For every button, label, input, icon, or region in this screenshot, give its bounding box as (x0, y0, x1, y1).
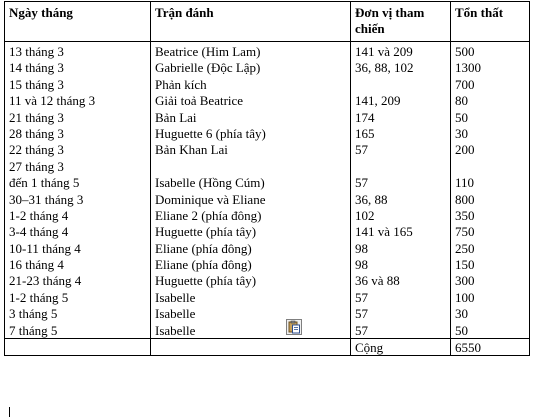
cell-losses (451, 158, 530, 174)
table-row (5, 42, 530, 60)
table-row (5, 59, 530, 75)
cell-battle: Beatrice (Him Lam) (151, 42, 351, 60)
cell-losses: 30 (451, 125, 530, 141)
cell-losses: 700 (451, 76, 530, 92)
cell-units: 141 và 209 (351, 42, 451, 60)
cell-battle: Isabelle (151, 289, 351, 305)
cell-losses: 750 (451, 223, 530, 239)
table-row (5, 322, 530, 339)
cell-losses: 200 (451, 141, 530, 157)
cell-date: 28 tháng 3 (5, 125, 151, 141)
cell-units (351, 158, 451, 174)
cell-battle: Dominique và Eliane (151, 191, 351, 207)
cell-battle: Bản Lai (151, 109, 351, 125)
cell-date: 10-11 tháng 4 (5, 240, 151, 256)
cell-date: 7 tháng 5 (5, 322, 151, 339)
cell-battle: Gabrielle (Độc Lập) (151, 59, 351, 75)
table-row (5, 191, 530, 207)
table-row (5, 305, 530, 321)
cell-battle: Isabelle (Hồng Cúm) (151, 174, 351, 190)
header-row (5, 2, 530, 42)
table-row (5, 289, 530, 305)
cell-date: 11 và 12 tháng 3 (5, 92, 151, 108)
cell-date: 14 tháng 3 (5, 59, 151, 75)
cell-battle: Huguette (phía tây) (151, 272, 351, 288)
cell-losses: 250 (451, 240, 530, 256)
cell-battle: Phản kích (151, 76, 351, 92)
table-row (5, 272, 530, 288)
cell-date: 22 tháng 3 (5, 141, 151, 157)
total-empty-date (5, 339, 151, 356)
cell-units: 57 (351, 174, 451, 190)
cell-date: 3-4 tháng 4 (5, 223, 151, 239)
table-row (5, 256, 530, 272)
cell-losses: 50 (451, 109, 530, 125)
cell-units: 36 và 88 (351, 272, 451, 288)
table-row (5, 207, 530, 223)
table-row (5, 158, 530, 174)
cell-battle: Eliane (phía đông) (151, 240, 351, 256)
cell-losses: 150 (451, 256, 530, 272)
battles-table (4, 1, 530, 356)
total-empty-battle (151, 339, 351, 356)
cell-units: 141 và 165 (351, 223, 451, 239)
total-row (5, 339, 530, 356)
cell-losses: 800 (451, 191, 530, 207)
header-battle: Trận đánh (151, 2, 351, 42)
cell-losses: 110 (451, 174, 530, 190)
cell-date: 21-23 tháng 4 (5, 272, 151, 288)
table-row (5, 223, 530, 239)
cell-units: 174 (351, 109, 451, 125)
cell-date: 27 tháng 3 (5, 158, 151, 174)
cell-losses: 80 (451, 92, 530, 108)
text-cursor (9, 407, 10, 417)
cell-battle (151, 158, 351, 174)
cell-units: 165 (351, 125, 451, 141)
cell-losses: 1300 (451, 59, 530, 75)
cell-units: 102 (351, 207, 451, 223)
cell-units: 36, 88, 102 (351, 59, 451, 75)
cell-date: 15 tháng 3 (5, 76, 151, 92)
table-row (5, 92, 530, 108)
table-row (5, 174, 530, 190)
table-row (5, 125, 530, 141)
total-label: Cộng (351, 339, 451, 356)
paste-options-icon[interactable] (286, 319, 302, 335)
cell-battle: Bản Khan Lai (151, 141, 351, 157)
cell-units: 57 (351, 141, 451, 157)
cell-units: 57 (351, 322, 451, 339)
cell-losses: 350 (451, 207, 530, 223)
clipboard-icon (287, 320, 301, 334)
cell-losses: 100 (451, 289, 530, 305)
header-losses: Tổn thất (451, 2, 530, 42)
cell-date: 16 tháng 4 (5, 256, 151, 272)
cell-date: 1-2 tháng 4 (5, 207, 151, 223)
cell-date: 1-2 tháng 5 (5, 289, 151, 305)
table-body (5, 42, 530, 339)
cell-units: 98 (351, 256, 451, 272)
table-row (5, 141, 530, 157)
cell-units: 36, 88 (351, 191, 451, 207)
table-row (5, 240, 530, 256)
table-row (5, 76, 530, 92)
cell-date: đến 1 tháng 5 (5, 174, 151, 190)
table-row (5, 109, 530, 125)
cell-date: 3 tháng 5 (5, 305, 151, 321)
cell-battle: Huguette (phía tây) (151, 223, 351, 239)
total-value: 6550 (451, 339, 530, 356)
cell-battle: Giải toả Beatrice (151, 92, 351, 108)
cell-battle: Eliane 2 (phía đông) (151, 207, 351, 223)
cell-battle: Huguette 6 (phía tây) (151, 125, 351, 141)
cell-battle: Isabelle (151, 305, 351, 321)
cell-battle: Isabelle (151, 322, 351, 339)
header-date: Ngày tháng (5, 2, 151, 42)
cell-units: 57 (351, 289, 451, 305)
cell-date: 30–31 tháng 3 (5, 191, 151, 207)
cell-units (351, 76, 451, 92)
cell-battle: Eliane (phía đông) (151, 256, 351, 272)
cell-losses: 50 (451, 322, 530, 339)
cell-date: 21 tháng 3 (5, 109, 151, 125)
cell-date: 13 tháng 3 (5, 42, 151, 60)
cell-units: 98 (351, 240, 451, 256)
cell-units: 141, 209 (351, 92, 451, 108)
header-units: Đơn vị tham chiến (351, 2, 451, 42)
cell-losses: 500 (451, 42, 530, 60)
cell-losses: 30 (451, 305, 530, 321)
cell-units: 57 (351, 305, 451, 321)
cell-losses: 300 (451, 272, 530, 288)
